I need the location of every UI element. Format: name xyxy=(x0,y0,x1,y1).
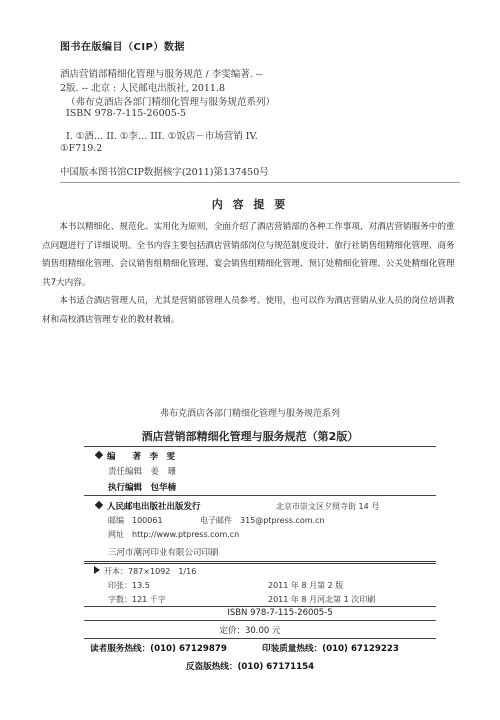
publisher-address: 北京市崇文区夕照寺街 14 号 xyxy=(276,502,380,511)
printer-row: 三河市潮河印业有限公司印刷 xyxy=(108,548,219,558)
cip-heading: 图书在版编目（CIP）数据 xyxy=(60,42,185,53)
summary-paragraph-2: 本书适合酒店管理人员，尤其是营销部管理人员参考、使用，也可以作为酒店营销从业人员的岗位培训教材和高校酒店管理专业的教材教辅。 xyxy=(42,296,455,325)
web-row xyxy=(108,529,239,540)
editor-row xyxy=(108,465,176,477)
diamond-bullet-icon xyxy=(95,451,103,459)
quality-hotline xyxy=(262,642,399,654)
isbn-top-rule xyxy=(84,606,436,607)
reader-hotline-label: 读者服务热线： xyxy=(90,644,151,654)
postcode-value: 100061 xyxy=(132,516,163,525)
web-label: 网址 xyxy=(108,530,124,539)
cip-record-number: 中国版本图书馆CIP数据核字(2011)第137450号 xyxy=(60,167,269,178)
isbn-bottom: ISBN 978-7-115-26005-5 xyxy=(227,608,333,618)
sheets-value: 13.5 xyxy=(132,581,150,590)
piracy-hotline-number: (010) 67171154 xyxy=(237,662,315,672)
words-value: 121 千字 xyxy=(132,595,166,604)
cip-divider xyxy=(60,182,460,183)
author-name: 李 雯 xyxy=(149,452,176,462)
exec-editor-name: 包华楠 xyxy=(150,483,177,493)
web-value: http://www.ptpress.com.cn xyxy=(132,530,240,539)
isbn-bottom-rule xyxy=(84,620,436,621)
email-label: 电子邮件 xyxy=(200,516,232,525)
editor-name: 姜 珊 xyxy=(150,467,177,477)
triangle-bullet-icon xyxy=(94,566,100,574)
price-row xyxy=(0,624,500,636)
price-label: 定价： xyxy=(219,626,245,636)
cip-line-title: 酒店营销部精细化管理与服务规范 / 李雯编著. -- xyxy=(60,69,263,80)
email-row xyxy=(200,515,325,526)
reader-hotline-number: (010) 67129879 xyxy=(150,644,227,654)
cip-class-line-1: I. ①酒… II. ①李… III. ①饭店－市场营销 IV. xyxy=(66,131,258,142)
format-label: 开本： xyxy=(104,567,128,576)
format-value: 787×1092 1/16 xyxy=(128,567,197,576)
cip-line-isbn: ISBN 978-7-115-26005-5 xyxy=(66,108,186,119)
exec-editor-row xyxy=(108,481,176,493)
quality-hotline-label: 印装质量热线： xyxy=(262,644,323,654)
postcode-label: 邮编 xyxy=(108,516,124,525)
series-name: 弗布克酒店各部门精细化管理与服务规范系列 xyxy=(159,409,340,419)
summary-paragraph-1: 本书以精细化、规范化、实用化为原则，全面介绍了酒店营销部的各种工作事项，对酒店营销服务中的重点问题进行了详细说明。全书内容主要包括酒店营销部岗位与规范制度设计、旅行社销售组精细化管理、商务销售组精细化管理、会议销售组精细化管理、宴会销售组精细化管理、预订处精细化管理、公关处精细化管理共7大内容。 xyxy=(42,222,455,288)
publisher-row xyxy=(96,500,201,512)
summary-title: 内 容 提 要 xyxy=(211,198,289,211)
printing-info: 2011 年 8 月河北第 1 次印刷 xyxy=(268,595,376,604)
reader-hotline xyxy=(90,642,227,654)
words-row xyxy=(108,594,166,605)
sheets-label: 印张： xyxy=(108,581,132,590)
postcode-row xyxy=(108,515,163,526)
diamond-bullet-icon xyxy=(95,501,103,509)
book-title: 酒店营销部精细化管理与服务规范（第2版） xyxy=(141,430,359,443)
cip-line-series: （弗布克酒店各部门精细化管理与服务规范系列） xyxy=(66,97,276,108)
title-rule xyxy=(84,446,436,447)
printer-rule xyxy=(84,561,436,564)
editor-rule xyxy=(84,495,436,496)
format-row xyxy=(94,566,196,577)
price-rule xyxy=(84,638,436,639)
piracy-hotline-label: 反盗版热线： xyxy=(185,662,238,672)
cip-class-line-2: ①F719.2 xyxy=(60,143,103,154)
author-row xyxy=(96,450,175,462)
words-label: 字数： xyxy=(108,595,132,604)
sheets-row xyxy=(108,580,150,591)
price-value: 30.00 元 xyxy=(244,626,281,636)
cip-line-publication: 2版. -- 北京 : 人民邮电出版社, 2011.8 xyxy=(60,83,226,94)
publisher-name: 人民邮电出版社出版发行 xyxy=(107,502,201,512)
editor-label: 责任编辑 xyxy=(108,467,143,477)
author-label: 编 著 xyxy=(107,452,142,462)
edition-info: 2011 年 8 月第 2 版 xyxy=(268,581,344,590)
exec-editor-label: 执行编辑 xyxy=(108,483,143,493)
piracy-hotline xyxy=(0,660,500,672)
quality-hotline-number: (010) 67129223 xyxy=(322,644,399,654)
email-value: 315@ptpress.com.cn xyxy=(240,516,325,525)
